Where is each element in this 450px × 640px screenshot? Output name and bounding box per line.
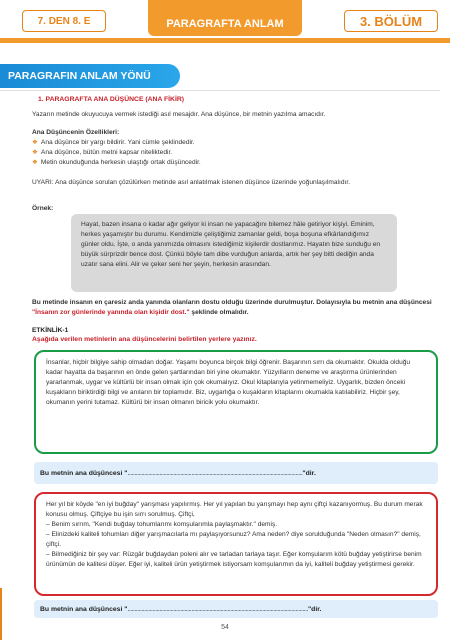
example-label: Örnek: [32,205,54,212]
diamond-bullet-icon: ❖ [32,139,38,146]
activity-instruction: Aşağıda verilen metinlerin ana düşüncelerini belirtilen yerlere yazınız. [32,336,257,343]
diamond-bullet-icon: ❖ [32,159,38,166]
chapter-tag: 3. BÖLÜM [344,10,438,32]
features-list [32,138,442,168]
grade-tag: 7. DEN 8. E [22,10,106,32]
list-item: ❖ Ana düşünce bir yargı bildirir. Yani cümle şeklindedir. [32,139,195,146]
section-divider [0,90,440,91]
activity-title: ETKİNLİK-1 [32,327,69,334]
example-text: Hayat, bazen insana o kadar ağır geliyor ki insan ne yapacağını bilemez hâle getiriyor kişiyi. Eminim, herkes yaşamıştır bu durumu. Kendimizle çeliştiğimiz zamanlar geldi, boşa boşuna efkârlandığımız günler oldu. İşte, o anda yanımızda olmasını istediğimiz kişilerdir dostlarımız. Hayatın bize sunduğu en büyük sürprizdir bence dost. Çünkü böyle tam dibe vurduğun anlarda, artık her şey bitti dediğin anda uzatır sana elini. Alir ve çeker seni her şeyin, herkesin arasından. [81,221,381,268]
text1-content: İnsanlar, hiçbir bilgiye sahip olmadan doğar. Yaşamı boyunca birçok bilgi öğrenir. Başarının sırrı da okumaktır. Okulda olduğu kadar hayatta da başarının en önde gelen şartlarından biri yine okumaktır. Yüzyılların deneme ve araştırma ürünlerinden yararlanmak, uygar ve kültürlü bir insan olmak için çok okumalıyız. Okul kitaplarıyla yetinmemeliyiz. Uygarlık, bizden önceki kuşakların biriktirdiği bilgi ve anıların bir toplamıdır. Biz, uygarlığa o kuşakların kitaplarını okumakla katılabiliriz. Hiçbir şey, okumanın yerini tutamaz. Kültürü bir insan olmanın biricik yolu okumaktır. [46,359,411,406]
answer2-field[interactable]: Bu metnin ana düşüncesi " .................................................................................................................................. "dir. [34,600,438,618]
warning-text: UYARI: Ana düşünce sorulan çözülürken metinde asıl anlatılmak istenen düşünce üzerinde yoğunlaşılmalıdır. [32,179,351,186]
example-box [71,214,397,292]
page-side-accent [0,588,2,640]
page-title-banner: PARAGRAFTA ANLAM [148,0,302,36]
answer2-dots: .................................................................................................................................. [127,605,308,613]
part1-heading: 1. PARAGRAFTA ANA DÜŞÜNCE (ANA FİKİR) [38,96,184,103]
diamond-bullet-icon: ❖ [32,149,38,156]
header-divider [0,38,450,43]
answer1-field[interactable]: Bu metnin ana düşüncesi " .............................................................................................................................. "dir. [34,462,438,484]
text2-content: Her yıl bir köyde "en iyi buğday" yarışması yapılırmış. Her yıl yapılan bu yarışmayı hep aynı çiftçi kazanıyormuş. Bu durum merak konusu olmuş. Çiftçiye bu işin sırrı sorulmuş. Çiftçi, – Benim sırrım, "Kendi buğday tohumlarımı komşularımla paylaşmaktır." demiş. – Elinizdeki kaliteli tohumları diğer yarışmacılarla mı paylaşıyorsunuz? Ama neden? diye sorulduğunda "Neden olmasın?" demiş, çiftçi. – Bilmediğiniz bir şey var: Rüzgâr buğdaydan poleni alır ve tarladan tarlaya taşır. Eğer komşularım kötü buğday yetiştirirse benim ürünümün de kalitesi düşer. Eğer iyi, kaliteli ürün yetiştirmek istiyorsam komşularımın da iyi, kaliteli buğday yetiştirmesi gerekir. [46,501,423,568]
list-item: ❖ Ana düşünce, bütün metni kapsar niteliktedir. [32,149,173,156]
answer1-dots: .............................................................................................................................. [127,469,303,477]
page-number: 54 [221,624,229,631]
text2-frame [34,492,438,596]
text1-frame [34,350,438,454]
section-title: PARAGRAFIN ANLAM YÖNÜ [0,64,180,88]
conclusion-quote: "İnsanın zor günlerinde yanında olan kişidir dost." [32,309,190,316]
list-item: ❖ Metin okunduğunda herkesin ulaştığı ortak düşüncedir. [32,159,201,166]
features-title: Ana Düşüncenin Özellikleri: [32,129,120,136]
conclusion-text: Bu metinde insanın en çaresiz anda yanında olanların dostu olduğu üzerinde durulmuştur. Dolayısıyla bu metnin ana düşüncesi "İnsanın zor günlerinde yanında olan kişidir dost." şeklinde olmalıdır. [32,299,432,316]
definition-text: Yazarın metinde okuyucuya vermek istediği asıl mesajdır. Ana düşünce, bir metnin yazılma amacıdır. [32,111,326,118]
